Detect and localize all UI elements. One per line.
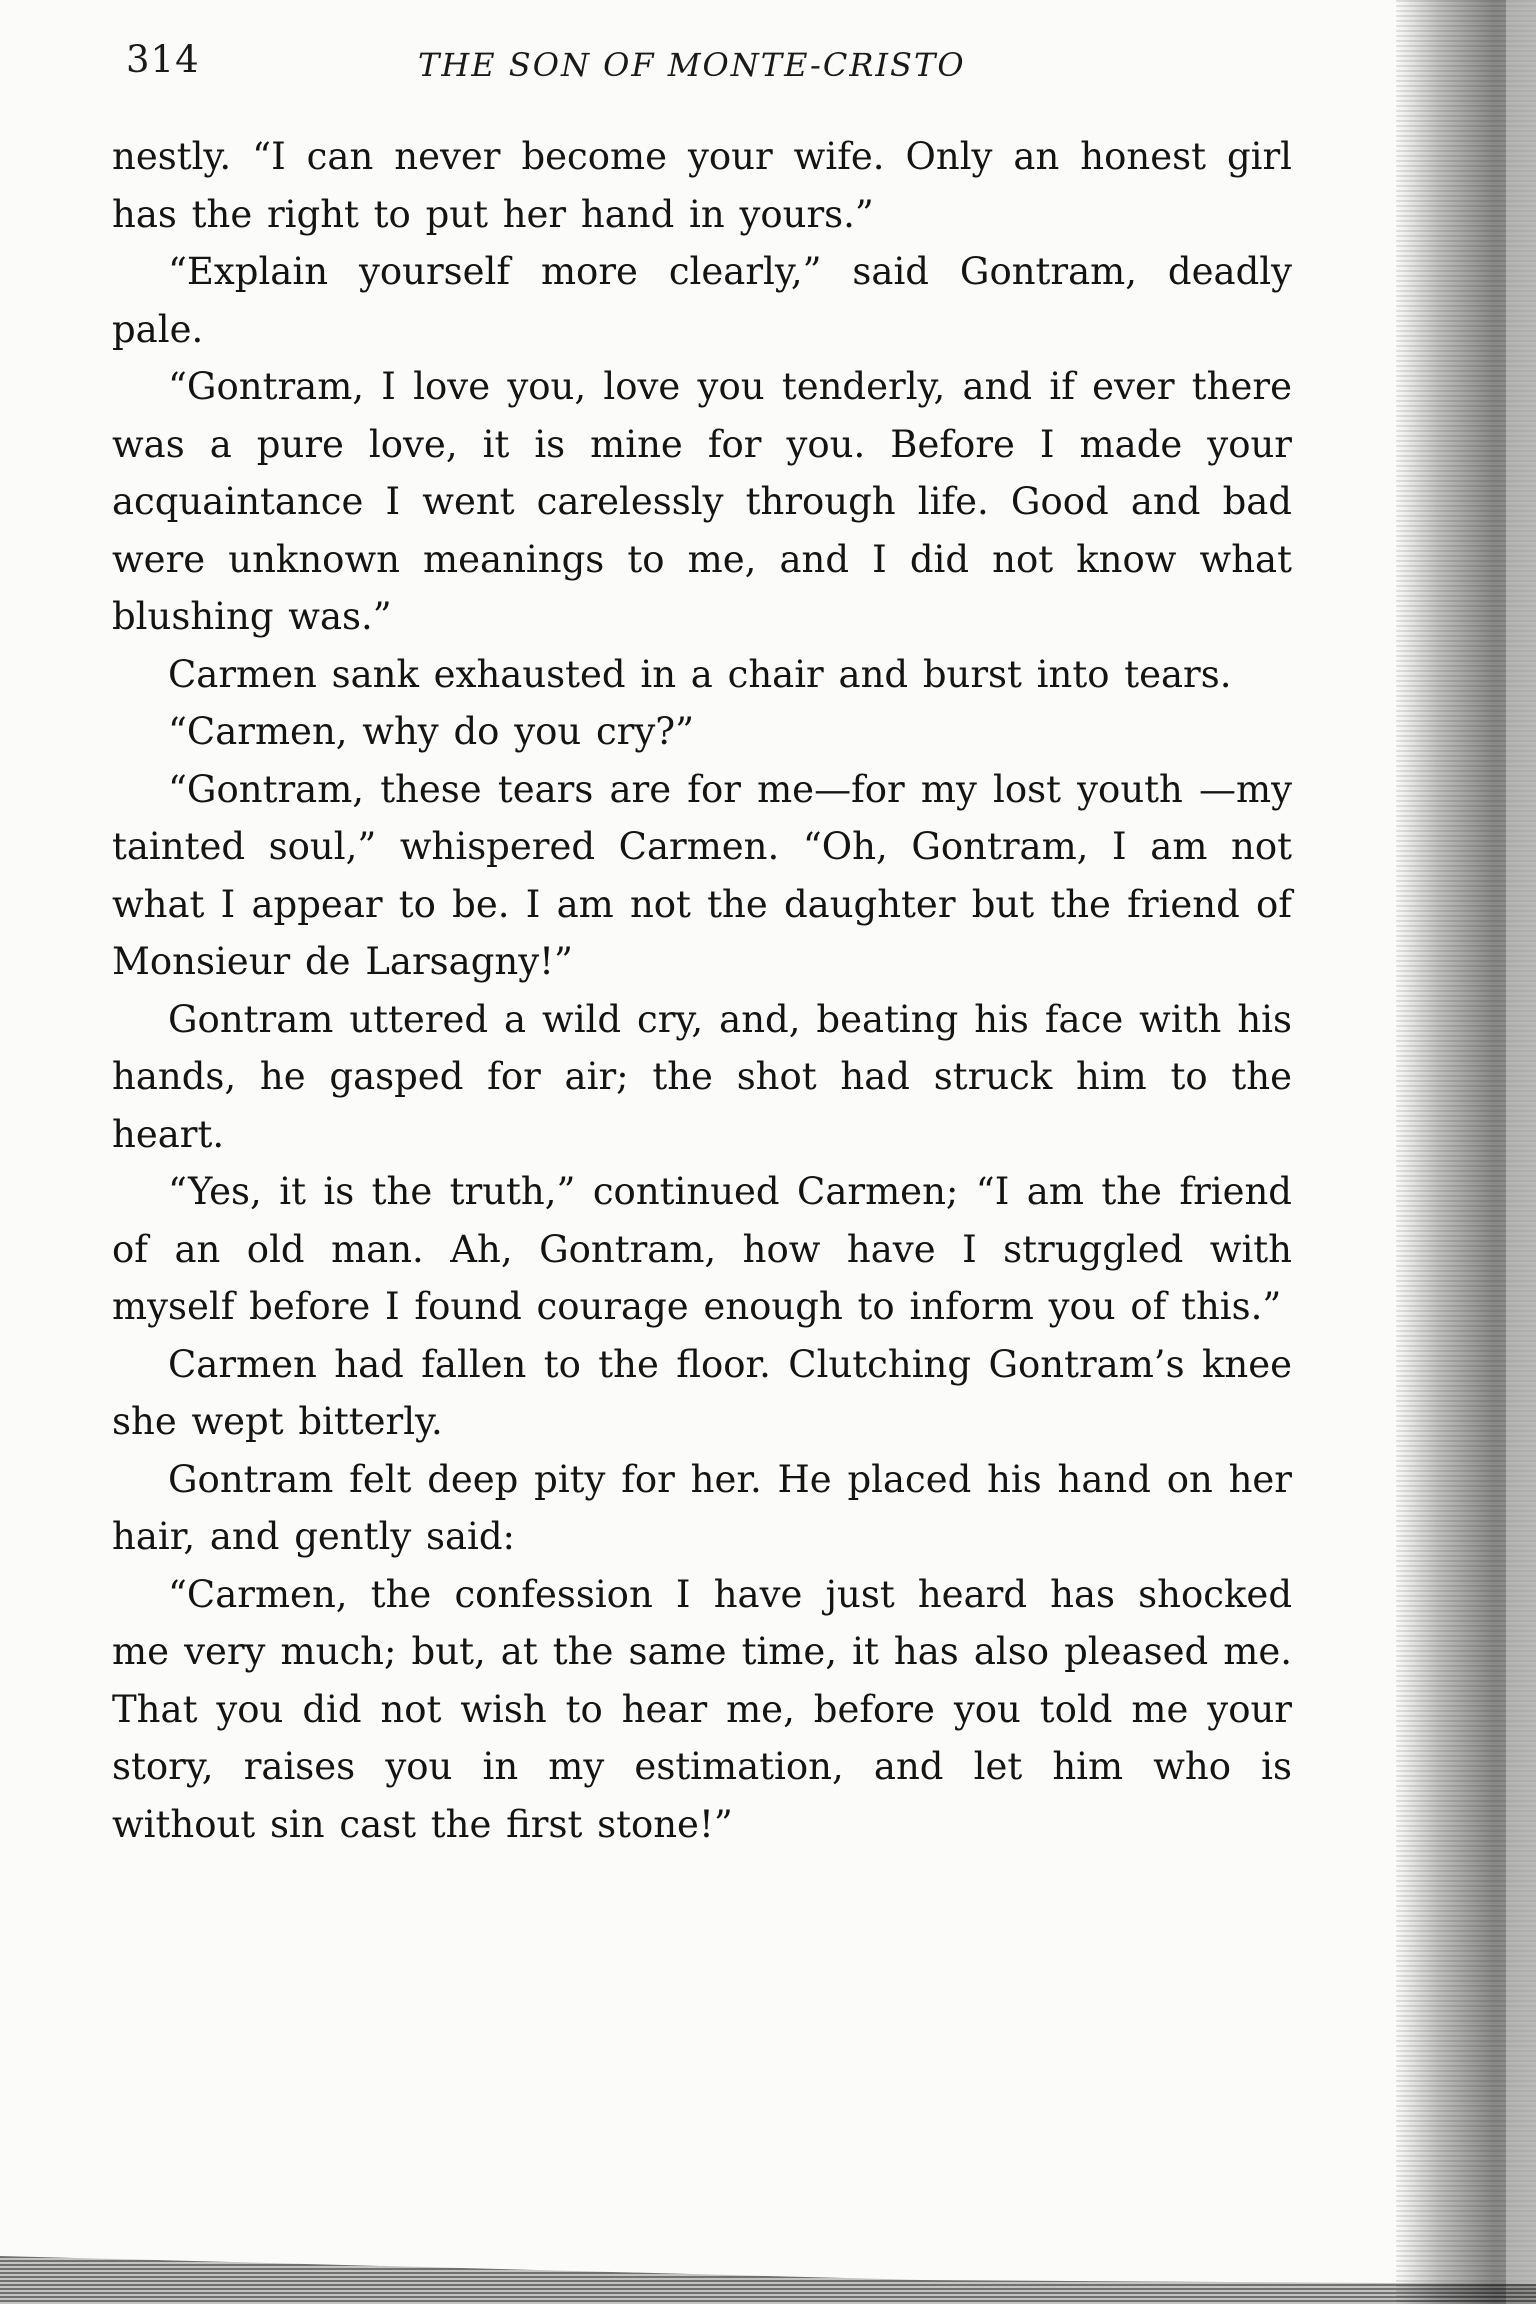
paragraph: “Gontram, these tears are for me—for my lost youth —my tainted soul,” whispered Carmen. “Oh, Gontram, I am not what I appear to be. I am not the daughter but the friend of Monsieur de Larsagny!” (112, 767, 1292, 983)
body-text (112, 128, 1292, 1853)
paragraph: Gontram uttered a wild cry, and, beating his face with his hands, he gasped for air; the shot had struck him to the heart. (112, 997, 1292, 1156)
paragraph: “Carmen, the confession I have just heard has shocked me very much; but, at the same time, it has also pleased me. That you did not wish to hear me, before you told me your story, raises you in my estimation, and let him who is without sin cast the first stone!” (112, 1572, 1292, 1846)
paragraph: Carmen had fallen to the floor. Clutching Gontram’s knee she wept bitterly. (112, 1342, 1292, 1443)
paragraph: “Yes, it is the truth,” continued Carmen; “I am the friend of an old man. Ah, Gontram, how have I struggled with myself before I found courage enough to inform you of this.” (112, 1170, 1292, 1328)
paragraph: “Gontram, I love you, love you tenderly, and if ever there was a pure love, it is mine for you. Before I made your acquaintance I went carelessly through life. Good and bad were unknown meanings to me, and I did not know what blushing was.” (112, 365, 1292, 638)
paragraph: Carmen sank exhausted in a chair and burst into tears. (168, 652, 1232, 696)
bottom-edge-shadow (0, 2224, 1536, 2304)
running-title: THE SON OF MONTE-CRISTO (418, 46, 966, 84)
page-edge-shadow (1396, 0, 1536, 2304)
paragraph: “Carmen, why do you cry?” (168, 710, 695, 753)
paragraph: nestly. “I can never become your wife. Only an honest girl has the right to put her hand in yours.” (112, 135, 1292, 236)
paragraph: “Explain yourself more clearly,” said Gontram, deadly pale. (112, 250, 1292, 351)
page-header (0, 38, 1536, 98)
page-number: 314 (126, 38, 200, 81)
paragraph: Gontram felt deep pity for her. He placed his hand on her hair, and gently said: (112, 1457, 1292, 1558)
